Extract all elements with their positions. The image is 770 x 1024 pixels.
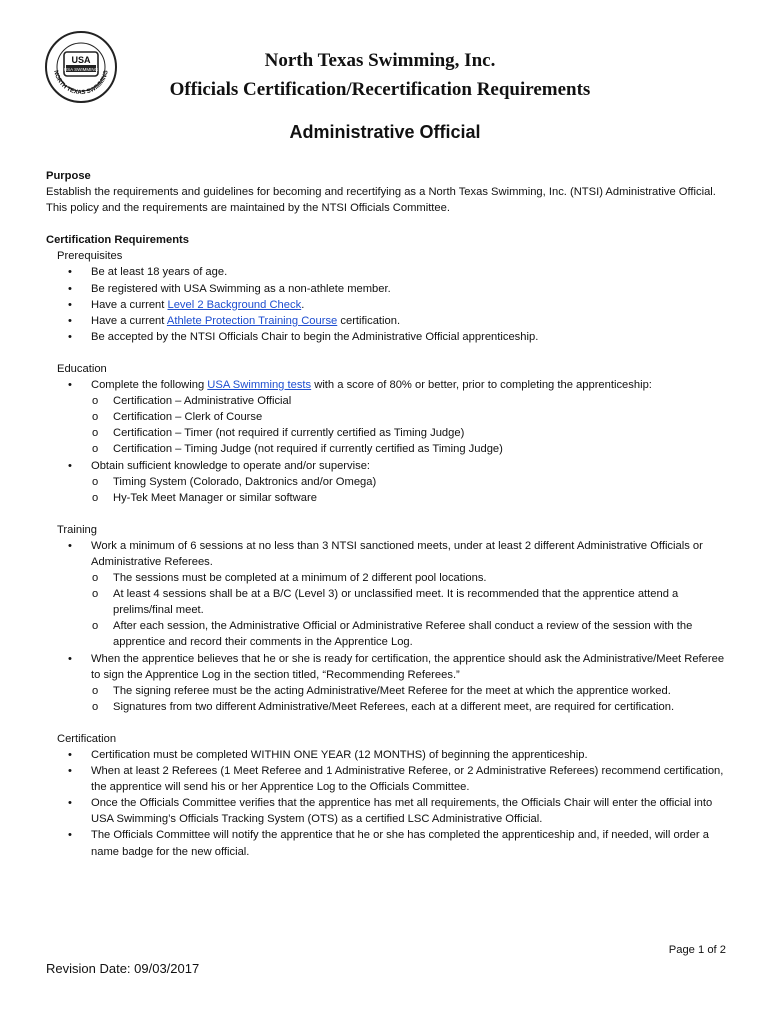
list-item: • The Officials Committee will notify the apprentice that he or she has completed the apprenticeship and, if needed, will order a name badge for the new official. [46,827,736,859]
document-header [140,46,620,104]
list-item-text: Obtain sufficient knowledge to operate and/or supervise: [91,459,371,472]
sub-list [91,570,736,650]
list-item [46,329,736,345]
sub-list [91,683,736,715]
list-item: • When at least 2 Referees (1 Meet Referee and 1 Administrative Referee, or 2 Administrative Referees) recommend certification, the apprentice will send his or her Apprentice Log to the Officials Committee. [46,763,736,795]
list-item-text: Be at least 18 years of age. [91,266,228,279]
education-heading: Education [57,362,107,375]
logo-badge-text: USA SWIMMING [63,67,99,72]
list-item [46,538,736,651]
sub-list-item: o Hy-Tek Meet Manager or similar software [91,490,736,506]
list-item [46,458,736,506]
list-item-text: Be registered with USA Swimming as a non-athlete member. [91,282,391,295]
list-item-text: . [301,298,305,311]
sub-list-item: o At least 4 sessions shall be at a B/C (Level 3) or unclassified meet. It is recommended that the apprentice attend a prelims/final meet. [91,586,736,618]
list-item-text: certification. [337,314,401,327]
purpose-text: Establish the requirements and guidelines for becoming and recertifying as a North Texas Swimming, Inc. (NTSI) Administrative Official. This policy and the requirements are maintained by the NTSI Officials Committee. [46,186,716,215]
sub-list-item: o Certification – Clerk of Course [91,409,736,425]
sub-list-item: o Timing System (Colorado, Daktronics and/or Omega) [91,474,736,490]
sub-list [91,393,736,457]
certification-requirements-heading: Certification Requirements [46,234,189,247]
list-item-text: When the apprentice believes that he or she is ready for certification, the apprentice should ask the Administrative/Meet Referee to sign the Apprentice Log in the section titled, “Recommending Referees.” [91,652,725,681]
background-check-link[interactable]: Level 2 Background Check [167,298,302,311]
organization-name: North Texas Swimming, Inc. [264,50,496,71]
sub-list-item: o Certification – Administrative Official [91,393,736,409]
sub-list-item: o The sessions must be completed at a minimum of 2 different pool locations. [91,570,736,586]
logo-ring-text: NORTH TEXAS SWIMMING [52,69,110,97]
list-item [46,297,736,313]
list-item [46,651,736,715]
list-item-text: with a score of 80% or better, prior to completing the apprenticeship: [311,379,652,392]
training-heading: Training [57,523,98,536]
document-subtitle: Officials Certification/Recertification Requirements [169,79,591,100]
training-list [46,538,736,715]
sub-list-item: o After each session, the Administrative Official or Administrative Referee shall conduct a review of the session with the apprentice and record their comments in the Apprentice Log. [91,618,736,650]
prerequisites-heading: Prerequisites [57,250,123,263]
usa-swimming-tests-link[interactable]: USA Swimming tests [207,379,312,392]
list-item-text: Be accepted by the NTSI Officials Chair to begin the Administrative Official apprenticeship. [91,330,539,343]
prerequisites-list [46,264,736,344]
list-item [46,377,736,457]
sub-list-item: o The signing referee must be the acting Administrative/Meet Referee for the meet at which the apprentice worked. [91,683,736,699]
north-texas-swimming-logo [44,30,118,104]
sub-list [91,474,736,506]
certification-list [46,747,736,860]
list-item: • Once the Officials Committee verifies that the apprentice has met all requirements, the Officials Chair will enter the official into USA Swimming’s Officials Tracking System (OTS) as a certified LSC Administrative Official. [46,795,736,827]
svg-text:USA: USA [71,55,91,65]
purpose-heading: Purpose [46,170,91,182]
page-title: Administrative Official [289,122,481,142]
list-item [46,313,736,329]
sub-list-item: o Certification – Timing Judge (not required if currently certified as Timing Judge) [91,441,736,457]
sub-list-item: o Certification – Timer (not required if currently certified as Timing Judge) [91,425,736,441]
list-item-text: Complete the following [91,379,208,392]
list-item [46,281,736,297]
certification-heading: Certification [57,732,117,745]
document-body [46,168,736,860]
athlete-protection-training-link[interactable]: Athlete Protection Training Course [166,314,338,327]
list-item-text: Work a minimum of 6 sessions at no less than 3 NTSI sanctioned meets, under at least 2 different Administrative Officials or Administrative Referees. [91,539,703,568]
revision-date: Revision Date: 09/03/2017 [46,961,200,976]
list-item [46,264,736,280]
list-item: • Certification must be completed WITHIN ONE YEAR (12 MONTHS) of beginning the apprenticeship. [46,747,736,763]
page-number: Page 1 of 2 [668,944,726,956]
list-item-text: Have a current [91,314,167,327]
sub-list-item: o Signatures from two different Administrative/Meet Referees, each at a different meet, are required for certification. [91,699,736,715]
education-list [46,377,736,506]
list-item-text: Have a current [91,298,168,311]
